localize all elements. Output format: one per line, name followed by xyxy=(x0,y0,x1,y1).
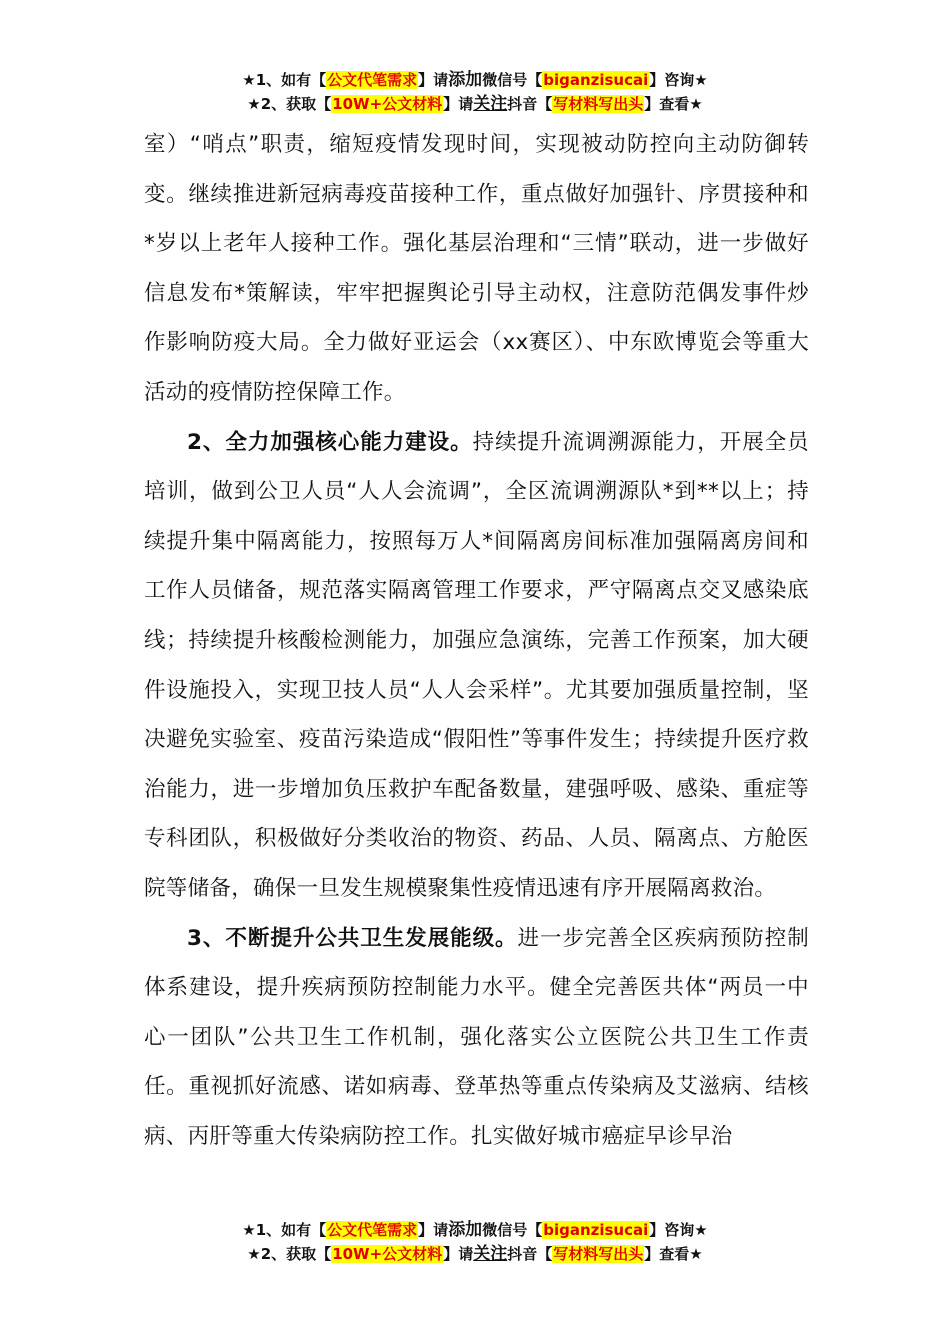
banner-text: 抖音【 xyxy=(507,1245,553,1263)
banner-highlight-douyin: 写材料写出头 xyxy=(553,95,644,113)
star-icon: ★ xyxy=(247,95,261,113)
banner-highlight-materials: 10W+公文材料 xyxy=(332,1245,443,1263)
header-banner xyxy=(0,68,950,116)
star-icon: ★ xyxy=(689,1245,703,1263)
banner-text: 】请 xyxy=(418,71,449,89)
banner-highlight-materials: 10W+公文材料 xyxy=(332,95,443,113)
banner-text: 】查看 xyxy=(644,1245,690,1263)
paragraph-heading: 3、不断提升公共卫生发展能级。 xyxy=(187,925,518,951)
banner-text: 】咨询 xyxy=(649,71,695,89)
banner-text: 微信号【 xyxy=(482,1221,543,1239)
banner-text: 微信号【 xyxy=(482,71,543,89)
banner-text: 】咨询 xyxy=(649,1221,695,1239)
star-icon: ★ xyxy=(242,1221,256,1239)
banner-highlight-service: 公文代笔需求 xyxy=(327,1221,418,1239)
banner-emphasis: 添加 xyxy=(448,70,483,90)
star-icon: ★ xyxy=(247,1245,261,1263)
banner-text: 抖音【 xyxy=(507,95,553,113)
banner-line-2 xyxy=(0,92,950,116)
banner-highlight-wechat-id: biganzisucai xyxy=(543,1221,649,1239)
paragraph-continuation: 室）“哨点”职责，缩短疫情发现时间，实现被动防控向主动防御转变。继续推进新冠病毒疫苗接种工作，重点做好加强针、序贯接种和*岁以上老年人接种工作。强化基层治理和“三情”联动，进一步做好信息发布*策解读，牢牢把握舆论引导主动权，注意防范偶发事件炒作影响防疫大局。全力做好亚运会（xx赛区）、中东欧博览会等重大活动的疫情防控保障工作。 xyxy=(144,132,809,405)
banner-text: 】请 xyxy=(443,95,474,113)
banner-text: 2、获取【 xyxy=(260,95,332,113)
banner-highlight-service: 公文代笔需求 xyxy=(327,71,418,89)
banner-line-1 xyxy=(0,68,950,92)
banner-emphasis: 关注 xyxy=(473,1244,508,1264)
banner-text: 】请 xyxy=(443,1245,474,1263)
banner-text: 1、如有【 xyxy=(255,71,327,89)
footer-banner xyxy=(0,1218,950,1266)
banner-highlight-douyin: 写材料写出头 xyxy=(553,1245,644,1263)
paragraph-core-capability xyxy=(144,418,809,914)
star-icon: ★ xyxy=(694,1221,708,1239)
banner-highlight-wechat-id: biganzisucai xyxy=(543,71,649,89)
banner-line-1 xyxy=(0,1218,950,1242)
star-icon: ★ xyxy=(689,95,703,113)
paragraph-public-health xyxy=(144,914,809,1162)
banner-emphasis: 关注 xyxy=(473,94,508,114)
paragraph-text: 持续提升流调溯源能力，开展全员培训，做到公卫人员“人人会流调”，全区流调溯源队*到**以上；持续提升集中隔离能力，按照每万人*间隔离房间标准加强隔离房间和工作人员储备，规范落实隔离管理工作要求，严守隔离点交叉感染底线；持续提升核酸检测能力，加强应急演练，完善工作预案，加大硬件设施投入，实现卫技人员“人人会采样”。尤其要加强质量控制，坚决避免实验室、疫苗污染造成“假阳性”等事件发生；持续提升医疗救治能力，进一步增加负压救护车配备数量，建强呼吸、感染、重症等专科团队，积极做好分类收治的物资、药品、人员、隔离点、方舱医院等储备，确保一旦发生规模聚集性疫情迅速有序开展隔离救治。 xyxy=(144,429,809,901)
banner-text: 】查看 xyxy=(644,95,690,113)
document-body xyxy=(144,120,809,1161)
banner-text: 2、获取【 xyxy=(260,1245,332,1263)
banner-text: 】请 xyxy=(418,1221,449,1239)
banner-text: 1、如有【 xyxy=(255,1221,327,1239)
star-icon: ★ xyxy=(242,71,256,89)
banner-emphasis: 添加 xyxy=(448,1220,483,1240)
paragraph-heading: 2、全力加强核心能力建设。 xyxy=(187,429,473,455)
banner-line-2 xyxy=(0,1242,950,1266)
star-icon: ★ xyxy=(694,71,708,89)
paragraph-text: 进一步完善全区疾病预防控制体系建设，提升疾病预防控制能力水平。健全完善医共体“两员一中心一团队”公共卫生工作机制，强化落实公立医院公共卫生工作责任。重视抓好流感、诺如病毒、登革热等重点传染病及艾滋病、结核病、丙肝等重大传染病防控工作。扎实做好城市癌症早诊早治 xyxy=(144,925,809,1149)
